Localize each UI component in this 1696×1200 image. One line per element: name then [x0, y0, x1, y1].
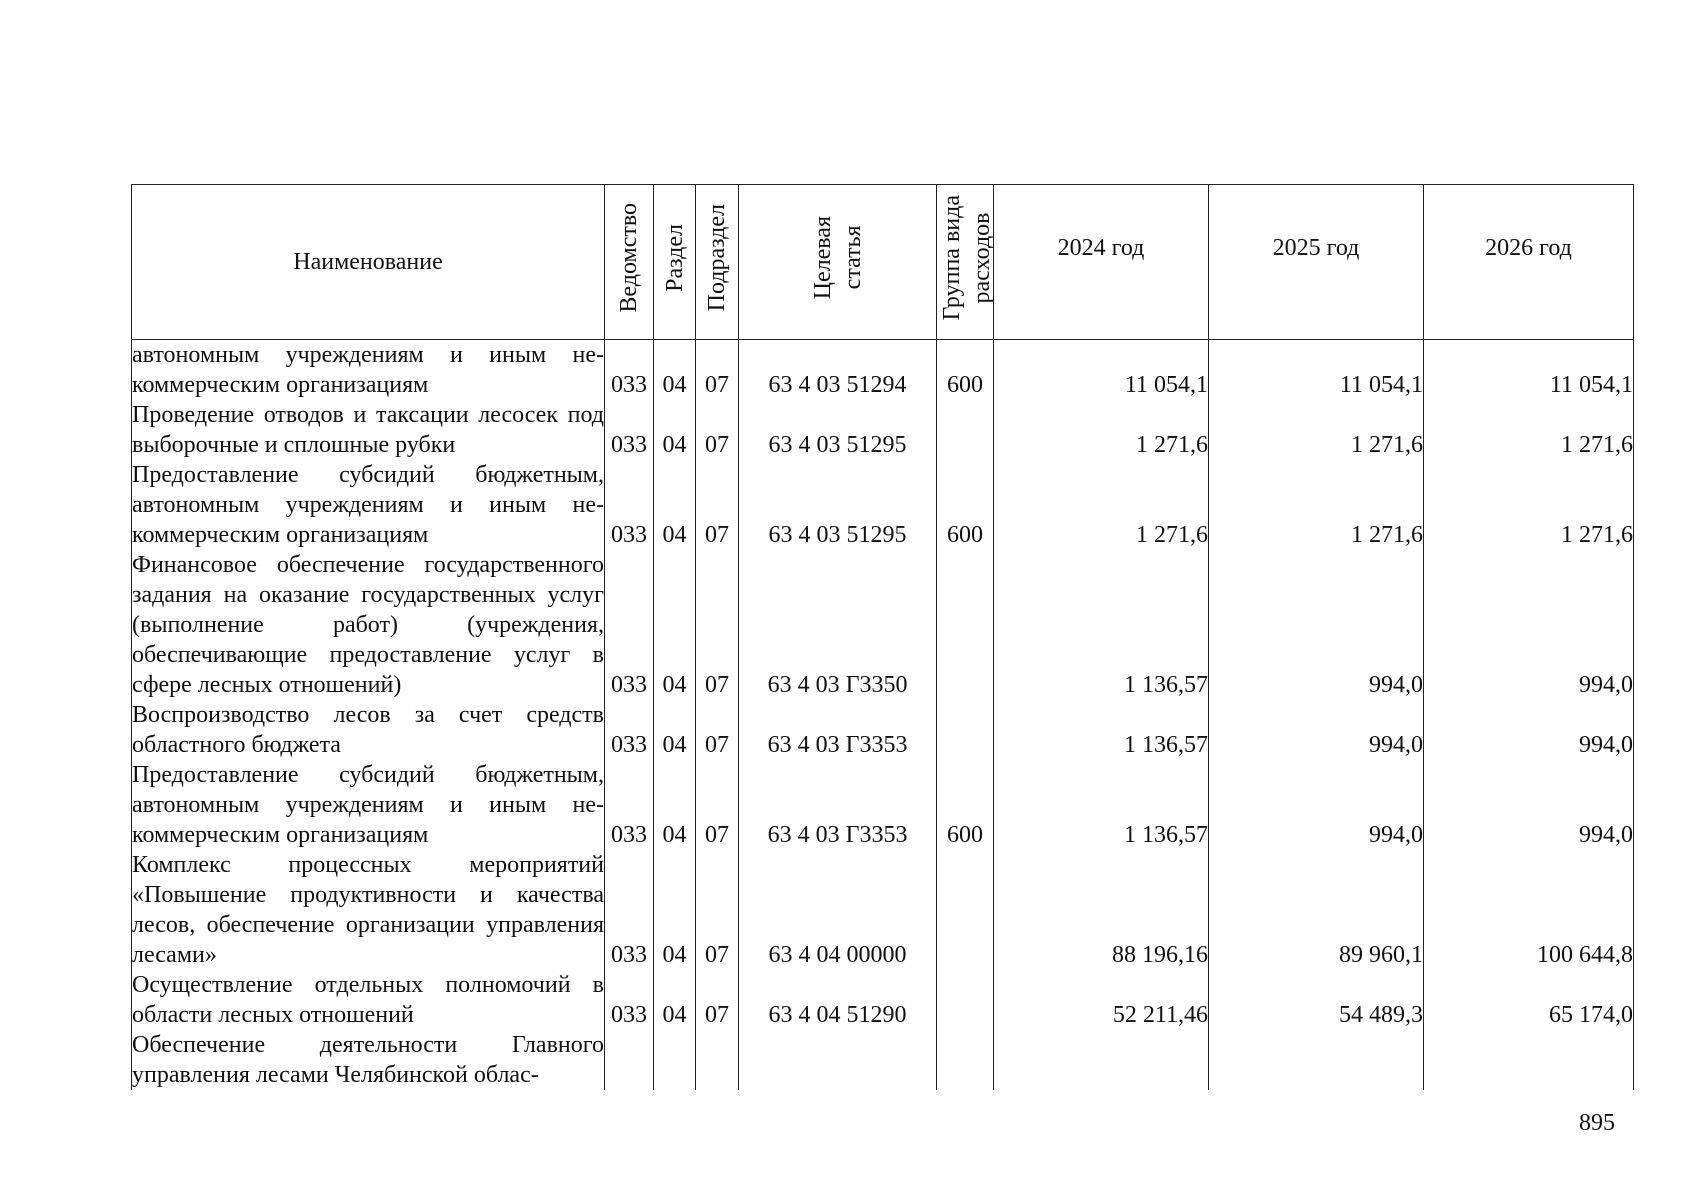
- row-name: Предоставление субсидий бюджетным, автономным учреждениям и иным некоммерческим организациям: [132, 462, 604, 548]
- row-subsection: 07: [696, 700, 739, 760]
- header-name: Наименование: [132, 185, 605, 340]
- table-row: [132, 850, 1634, 970]
- row-2024: 1 271,6: [994, 460, 1209, 550]
- row-name: Осуществление отдельных полномочий в области лесных отношений: [132, 972, 604, 1028]
- row-expense-group: [937, 550, 994, 700]
- row-expense-group: [937, 970, 994, 1030]
- row-2025: 89 960,1: [1209, 850, 1424, 970]
- table-row: [132, 340, 1634, 401]
- row-expense-group: [937, 700, 994, 760]
- row-department: 033: [605, 340, 654, 401]
- row-department: 033: [605, 460, 654, 550]
- row-name: Проведение отводов и таксации лесосек под выборочные и сплошные рубки: [132, 402, 604, 458]
- row-department: 033: [605, 550, 654, 700]
- row-2024: 88 196,16: [994, 850, 1209, 970]
- row-2024: 52 211,46: [994, 970, 1209, 1030]
- row-section: 04: [654, 400, 696, 460]
- row-2025: 1 271,6: [1209, 460, 1424, 550]
- row-name: Воспроизводство лесов за счет средств областного бюджета: [132, 702, 604, 758]
- row-target-item: 63 4 03 Г3353: [739, 760, 937, 850]
- row-section: 04: [654, 460, 696, 550]
- row-target-item: 63 4 03 Г3350: [739, 550, 937, 700]
- row-2025: 994,0: [1209, 700, 1424, 760]
- table-row: [132, 1030, 1634, 1090]
- row-2024: 1 271,6: [994, 400, 1209, 460]
- row-target-item: 63 4 03 51295: [739, 400, 937, 460]
- header-subsection: Подраздел: [696, 185, 739, 340]
- row-name: автономным учреждениям и иным некоммерческим организациям: [132, 340, 605, 401]
- header-year-2026: 2026 год: [1424, 185, 1634, 340]
- row-2026: 65 174,0: [1424, 970, 1634, 1030]
- row-subsection: 07: [696, 340, 739, 401]
- row-2025: [1209, 1030, 1424, 1090]
- row-2026: [1424, 1030, 1634, 1090]
- row-2026: 1 271,6: [1424, 400, 1634, 460]
- row-expense-group: 600: [937, 340, 994, 401]
- budget-table: [131, 184, 1634, 1090]
- row-expense-group: [937, 400, 994, 460]
- header-target-item: Целевая статья: [739, 185, 937, 340]
- row-name: Предоставление субсидий бюджетным, автономным учреждениям и иным некоммерческим организациям: [132, 762, 604, 848]
- row-section: 04: [654, 850, 696, 970]
- row-2026: 100 644,8: [1424, 850, 1634, 970]
- row-name: Финансовое обеспечение государственного задания на оказание государственных услуг (выполнение работ) (учреждения, обеспечивающие предоставление услуг в сфере лесных отношений): [132, 552, 604, 698]
- row-subsection: 07: [696, 400, 739, 460]
- row-section: 04: [654, 760, 696, 850]
- row-2025: 54 489,3: [1209, 970, 1424, 1030]
- row-subsection: 07: [696, 850, 739, 970]
- row-department: 033: [605, 400, 654, 460]
- row-expense-group: 600: [937, 760, 994, 850]
- row-target-item: [739, 1030, 937, 1090]
- row-target-item: 63 4 04 00000: [739, 850, 937, 970]
- row-subsection: [696, 1030, 739, 1090]
- row-department: 033: [605, 850, 654, 970]
- row-section: 04: [654, 550, 696, 700]
- row-section: 04: [654, 700, 696, 760]
- table-row: [132, 400, 1634, 460]
- row-target-item: 63 4 03 51294: [739, 340, 937, 401]
- row-section: 04: [654, 340, 696, 401]
- row-department: 033: [605, 700, 654, 760]
- row-section: 04: [654, 970, 696, 1030]
- row-target-item: 63 4 03 51295: [739, 460, 937, 550]
- row-2024: 1 136,57: [994, 550, 1209, 700]
- row-2026: 994,0: [1424, 760, 1634, 850]
- row-2025: 11 054,1: [1209, 340, 1424, 401]
- row-expense-group: 600: [937, 460, 994, 550]
- row-2024: 1 136,57: [994, 700, 1209, 760]
- row-department: 033: [605, 760, 654, 850]
- row-subsection: 07: [696, 460, 739, 550]
- row-expense-group: [937, 850, 994, 970]
- row-subsection: 07: [696, 970, 739, 1030]
- table-row: [132, 700, 1634, 760]
- table-row: [132, 970, 1634, 1030]
- table-row: [132, 460, 1634, 550]
- row-2026: 1 271,6: [1424, 460, 1634, 550]
- row-subsection: 07: [696, 550, 739, 700]
- header-department: Ведомство: [605, 185, 654, 340]
- row-department: 033: [605, 970, 654, 1030]
- row-expense-group: [937, 1030, 994, 1090]
- row-2025: 994,0: [1209, 760, 1424, 850]
- row-name: Комплекс процессных мероприятий «Повышение продуктивности и качества лесов, обеспечение организации управления лесами»: [132, 852, 604, 968]
- page-number: 895: [1579, 1110, 1615, 1136]
- row-2024: [994, 1030, 1209, 1090]
- row-department: [605, 1030, 654, 1090]
- row-2026: 994,0: [1424, 700, 1634, 760]
- table-row: [132, 550, 1634, 700]
- row-2024: 11 054,1: [994, 340, 1209, 401]
- header-year-2025: 2025 год: [1209, 185, 1424, 340]
- table-header-row: [132, 185, 1634, 340]
- row-2025: 1 271,6: [1209, 400, 1424, 460]
- row-target-item: 63 4 03 Г3353: [739, 700, 937, 760]
- row-target-item: 63 4 04 51290: [739, 970, 937, 1030]
- row-name: Обеспечение деятельности Главного управления лесами Челябинской облас-: [132, 1032, 604, 1088]
- row-2026: 11 054,1: [1424, 340, 1634, 401]
- row-2024: 1 136,57: [994, 760, 1209, 850]
- header-expense-group: Группа вида расходов: [937, 185, 994, 340]
- table-row: [132, 760, 1634, 850]
- row-2025: 994,0: [1209, 550, 1424, 700]
- row-subsection: 07: [696, 760, 739, 850]
- header-section: Раздел: [654, 185, 696, 340]
- row-section: [654, 1030, 696, 1090]
- header-year-2024: 2024 год: [994, 185, 1209, 340]
- row-2026: 994,0: [1424, 550, 1634, 700]
